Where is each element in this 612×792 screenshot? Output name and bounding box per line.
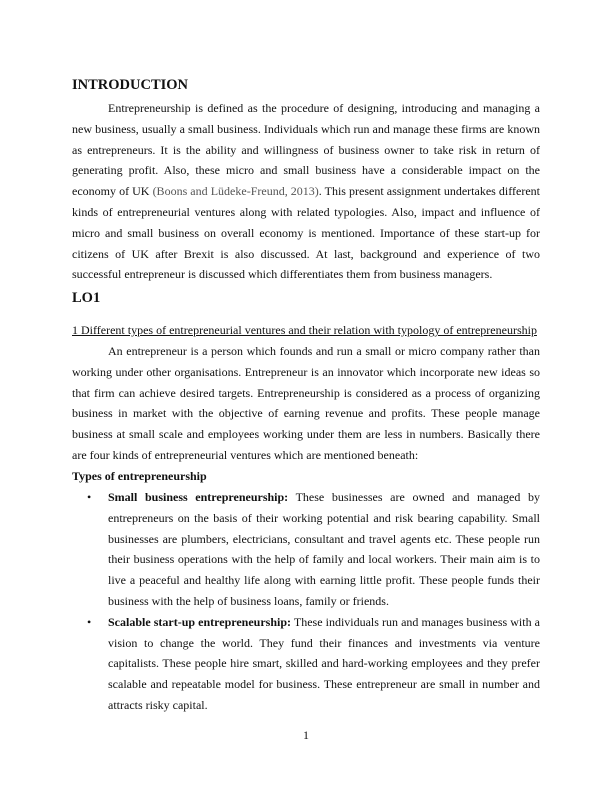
intro-text-1: Entrepreneurship is defined as the procedure of designing, introducing and managing a new business, usually a small business. Individuals which run and manage these firms are known as entrepreneurs. It is the ability and willingness of business owner to take risk in return of generating profit. Also, these micro and small business have a considerable impact on the economy of UK [72,101,540,199]
introduction-heading: INTRODUCTION [72,77,189,93]
lo1-heading: LO1 [72,290,101,306]
list-item [72,487,540,612]
lo1-subheading: 1 Different types of entrepreneurial ventures and their relation with typology of entrepreneurship [72,323,537,337]
bullet-icon: • [87,490,92,504]
bullet-term: Scalable start-up entrepreneurship: [108,614,292,629]
bullet-text: These businesses are owned and managed by entrepreneurs on the basis of their working potential and risk bearing capability. Small businesses are plumbers, electricians, consultant and travel agents etc. These people run their business operations with the help of family and local workers. Their main aim is to live a peaceful and healthy life along with earning little profit. These people funds their business with the help of business loans, family or friends. [108,490,540,608]
bullet-text: These individuals run and manages business with a vision to change the world. They fund their finances and investments via venture capitalists. These people hire smart, skilled and hard-working employees and they prefer scalable and repeatable model for business. These entrepreneur are small in number and attracts risky capital. [108,614,540,712]
citation: (Boons and Lüdeke-Freund, 2013) [152,184,319,199]
types-list [72,487,540,716]
types-heading: Types of entrepreneurship [72,469,207,483]
bullet-term: Small business entrepreneurship: [108,490,289,504]
page-number: 1 [303,728,309,742]
intro-text-2: . This present assignment undertakes different kinds of entrepreneurial ventures along with related typologies. Also, impact and influence of micro and small business on overall economy is mentioned. Importance of these start-up for citizens of UK after Brexit is also discussed. At last, background and experience of two successful entrepreneur is discussed which differentiates them from business managers. [72,184,540,282]
list-item [72,612,540,716]
introduction-paragraph [72,98,540,285]
bullet-icon: • [87,614,92,629]
lo1-paragraph: An entrepreneur is a person which founds and run a small or micro company rather than working under other organisations. Entrepreneur is an innovator which incorporate new ideas so that firm can achieve desired targets. Entrepreneurship is considered as a process of organizing business in market with the objective of earning revenue and profits. These people manage business at small scale and employees working under them are less in numbers. Basically there are four kinds of entrepreneurial ventures which are mentioned beneath: [72,344,540,462]
